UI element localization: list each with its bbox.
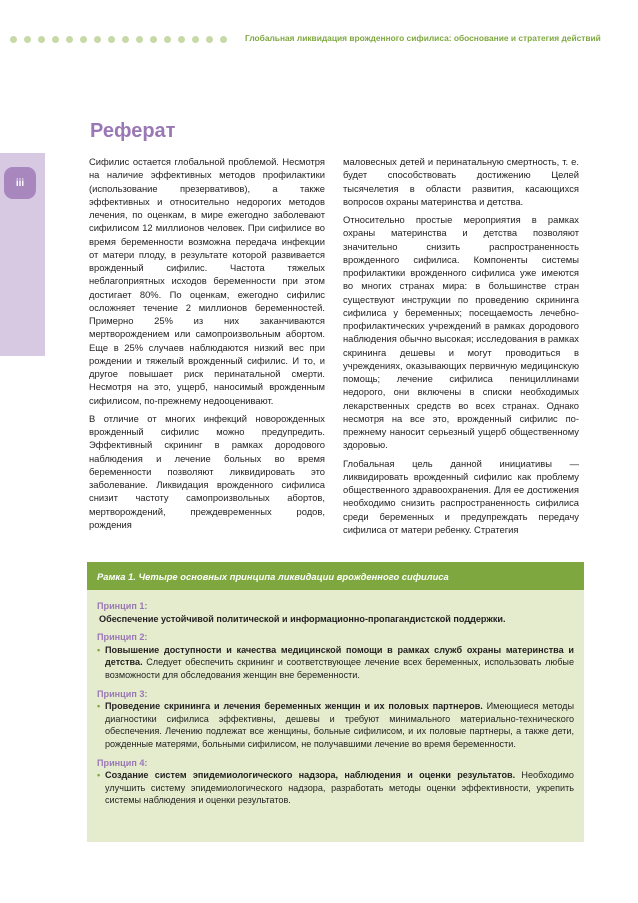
principle-heading: Создание систем эпидемиологического надзора, наблюдения и оценки результатов.: [105, 770, 516, 781]
dot: [94, 36, 101, 43]
dot: [192, 36, 199, 43]
dot: [178, 36, 185, 43]
principle-heading: Обеспечение устойчивой политической и информационно-пропагандистской поддержки.: [99, 613, 506, 624]
bullet-icon: •: [97, 701, 101, 712]
left-column: [89, 155, 325, 536]
dot: [206, 36, 213, 43]
dot: [164, 36, 171, 43]
principle-description: Следует обеспечить скрининг и соответствующее лечение всех беременных, использовать любые возможности для обследования женщин вне беременности.: [105, 657, 574, 680]
principle-text: [105, 700, 574, 750]
paragraph: Глобальная цель данной инициативы — ликвидировать врожденный сифилис как проблему общественного здравоохранения. Для ее достижения необходимо снизить распространенность сифилиса среди беременных и предупреждать передачу сифилиса от матери ребенку. Стратегия: [343, 457, 579, 535]
box-body: [87, 590, 584, 807]
dot: [220, 36, 227, 43]
dot: [52, 36, 59, 43]
dot: [136, 36, 143, 43]
right-column: [343, 155, 579, 541]
principle-description: Имеющиеся методы диагностики сифилиса эффективны, дешевы и требуют минимального материально-технического обеспечения. Лечению подлежат все женщины, больные сифилисом, и их половые партнеры, а также дети, рожденные матерями, больными сифилисом, не получавшими лечение во время беременности.: [105, 701, 574, 749]
dot: [24, 36, 31, 43]
principle-description: Необходимо улучшить систему эпидемиологического надзора, разработать методы оценки эффективности, укрепить системы наблюдения и оценки результатов.: [105, 770, 574, 806]
dot: [38, 36, 45, 43]
principle-label: Принцип 2:: [97, 632, 148, 643]
principle-1: [97, 600, 574, 625]
page-title: Реферат: [90, 120, 176, 142]
running-header: Глобальная ликвидация врожденного сифилиса: обоснование и стратегия действий: [245, 33, 601, 43]
principle-4: [97, 757, 574, 807]
principle-3: [97, 688, 574, 751]
decorative-dot-row: [10, 36, 227, 43]
principle-heading: Проведение скрининга и лечения беременных женщин и их половых партнеров.: [105, 701, 483, 712]
principle-label: Принцип 1:: [97, 601, 148, 611]
paragraph: Сифилис остается глобальной проблемой. Несмотря на наличие эффективных методов профилактики (использование презервативов), а также эффективных и относительно недорогих методов лечения, по оценкам, в мире ежегодно заболевают сифилисом 12 миллионов человек. При сифилисе во время беременности возможна передача инфекции от матери плоду, в результате которой развивается врожденный сифилис. Частота тяжелых неблагоприятных исходов беременности при этом достигает 80%. По оценкам, ежегодно сифилис осложняет течение 2 миллионов беременностей. Примерно 25% из них заканчиваются мертворождением или самопроизвольным абортом. Еще в 25% случаев наблюдаются низкий вес при рождении и тяжелый врожденный сифилис. И то, и другое повышает риск перинатальной смерти. Несмотря на это, ущерб, наносимый врожденным сифилисом, по-прежнему недооценивают.: [89, 156, 325, 406]
dot: [122, 36, 129, 43]
principles-box: [87, 562, 584, 842]
bullet-icon: •: [97, 770, 101, 781]
principle-label: Принцип 4:: [97, 757, 148, 768]
principle-text: [105, 769, 574, 807]
paragraph: маловесных детей и перинатальную смертность, т. е. будет способствовать достижению Целей тысячелетия в области развития, касающихся вопросов охраны материнства и детства.: [343, 156, 579, 207]
box-title: Рамка 1. Четыре основных принципа ликвидации врожденного сифилиса: [87, 562, 584, 590]
dot: [108, 36, 115, 43]
principle-text: [105, 644, 574, 682]
principle-heading: Повышение доступности и качества медицинской помощи в рамках служб охраны материнства и детства.: [105, 644, 574, 668]
principle-item: [97, 769, 574, 807]
dot: [10, 36, 17, 43]
principle-item: [97, 644, 574, 682]
dot: [150, 36, 157, 43]
dot: [66, 36, 73, 43]
principle-item: [97, 700, 574, 750]
bullet-icon: •: [97, 644, 101, 655]
principle-2: [97, 631, 574, 681]
paragraph: В отличие от многих инфекций новорожденных врожденный сифилис можно предупредить. Эффективный скрининг в рамках дородового наблюдения и лечение больных во время беременности позволяют ликвидировать это заболевание. Ликвидация врожденного сифилиса снизит частоту самопроизвольных абортов, мертворождений, преждевременных родов, рождения: [89, 412, 325, 530]
principle-label: Принцип 3:: [97, 688, 148, 699]
paragraph: Относительно простые мероприятия в рамках охраны материнства и детства позволяют значительно снизить распространенность врожденного сифилиса. Компоненты системы профилактики врожденного сифилиса уже имеются во многих странах мира: в большинстве стран существуют инструкции по проведению скрининга сифилиса у беременных; посещаемость лечебно-профилактических учреждений в рамках дородового наблюдения обычно высокая; исследования в рамках скрининга дешевы и могут проводиться в учреждениях, оказывающих первичную медицинскую помощь; лечение сифилиса пенициллинами недорого, они включены в списки необходимых лекарственных средств во всех странах. Однако несмотря на все это, врожденный сифилис по-прежнему наносит серьезный ущерб общественному здоровью.: [343, 214, 579, 451]
page-number-tab: iii: [4, 167, 36, 199]
dot: [80, 36, 87, 43]
